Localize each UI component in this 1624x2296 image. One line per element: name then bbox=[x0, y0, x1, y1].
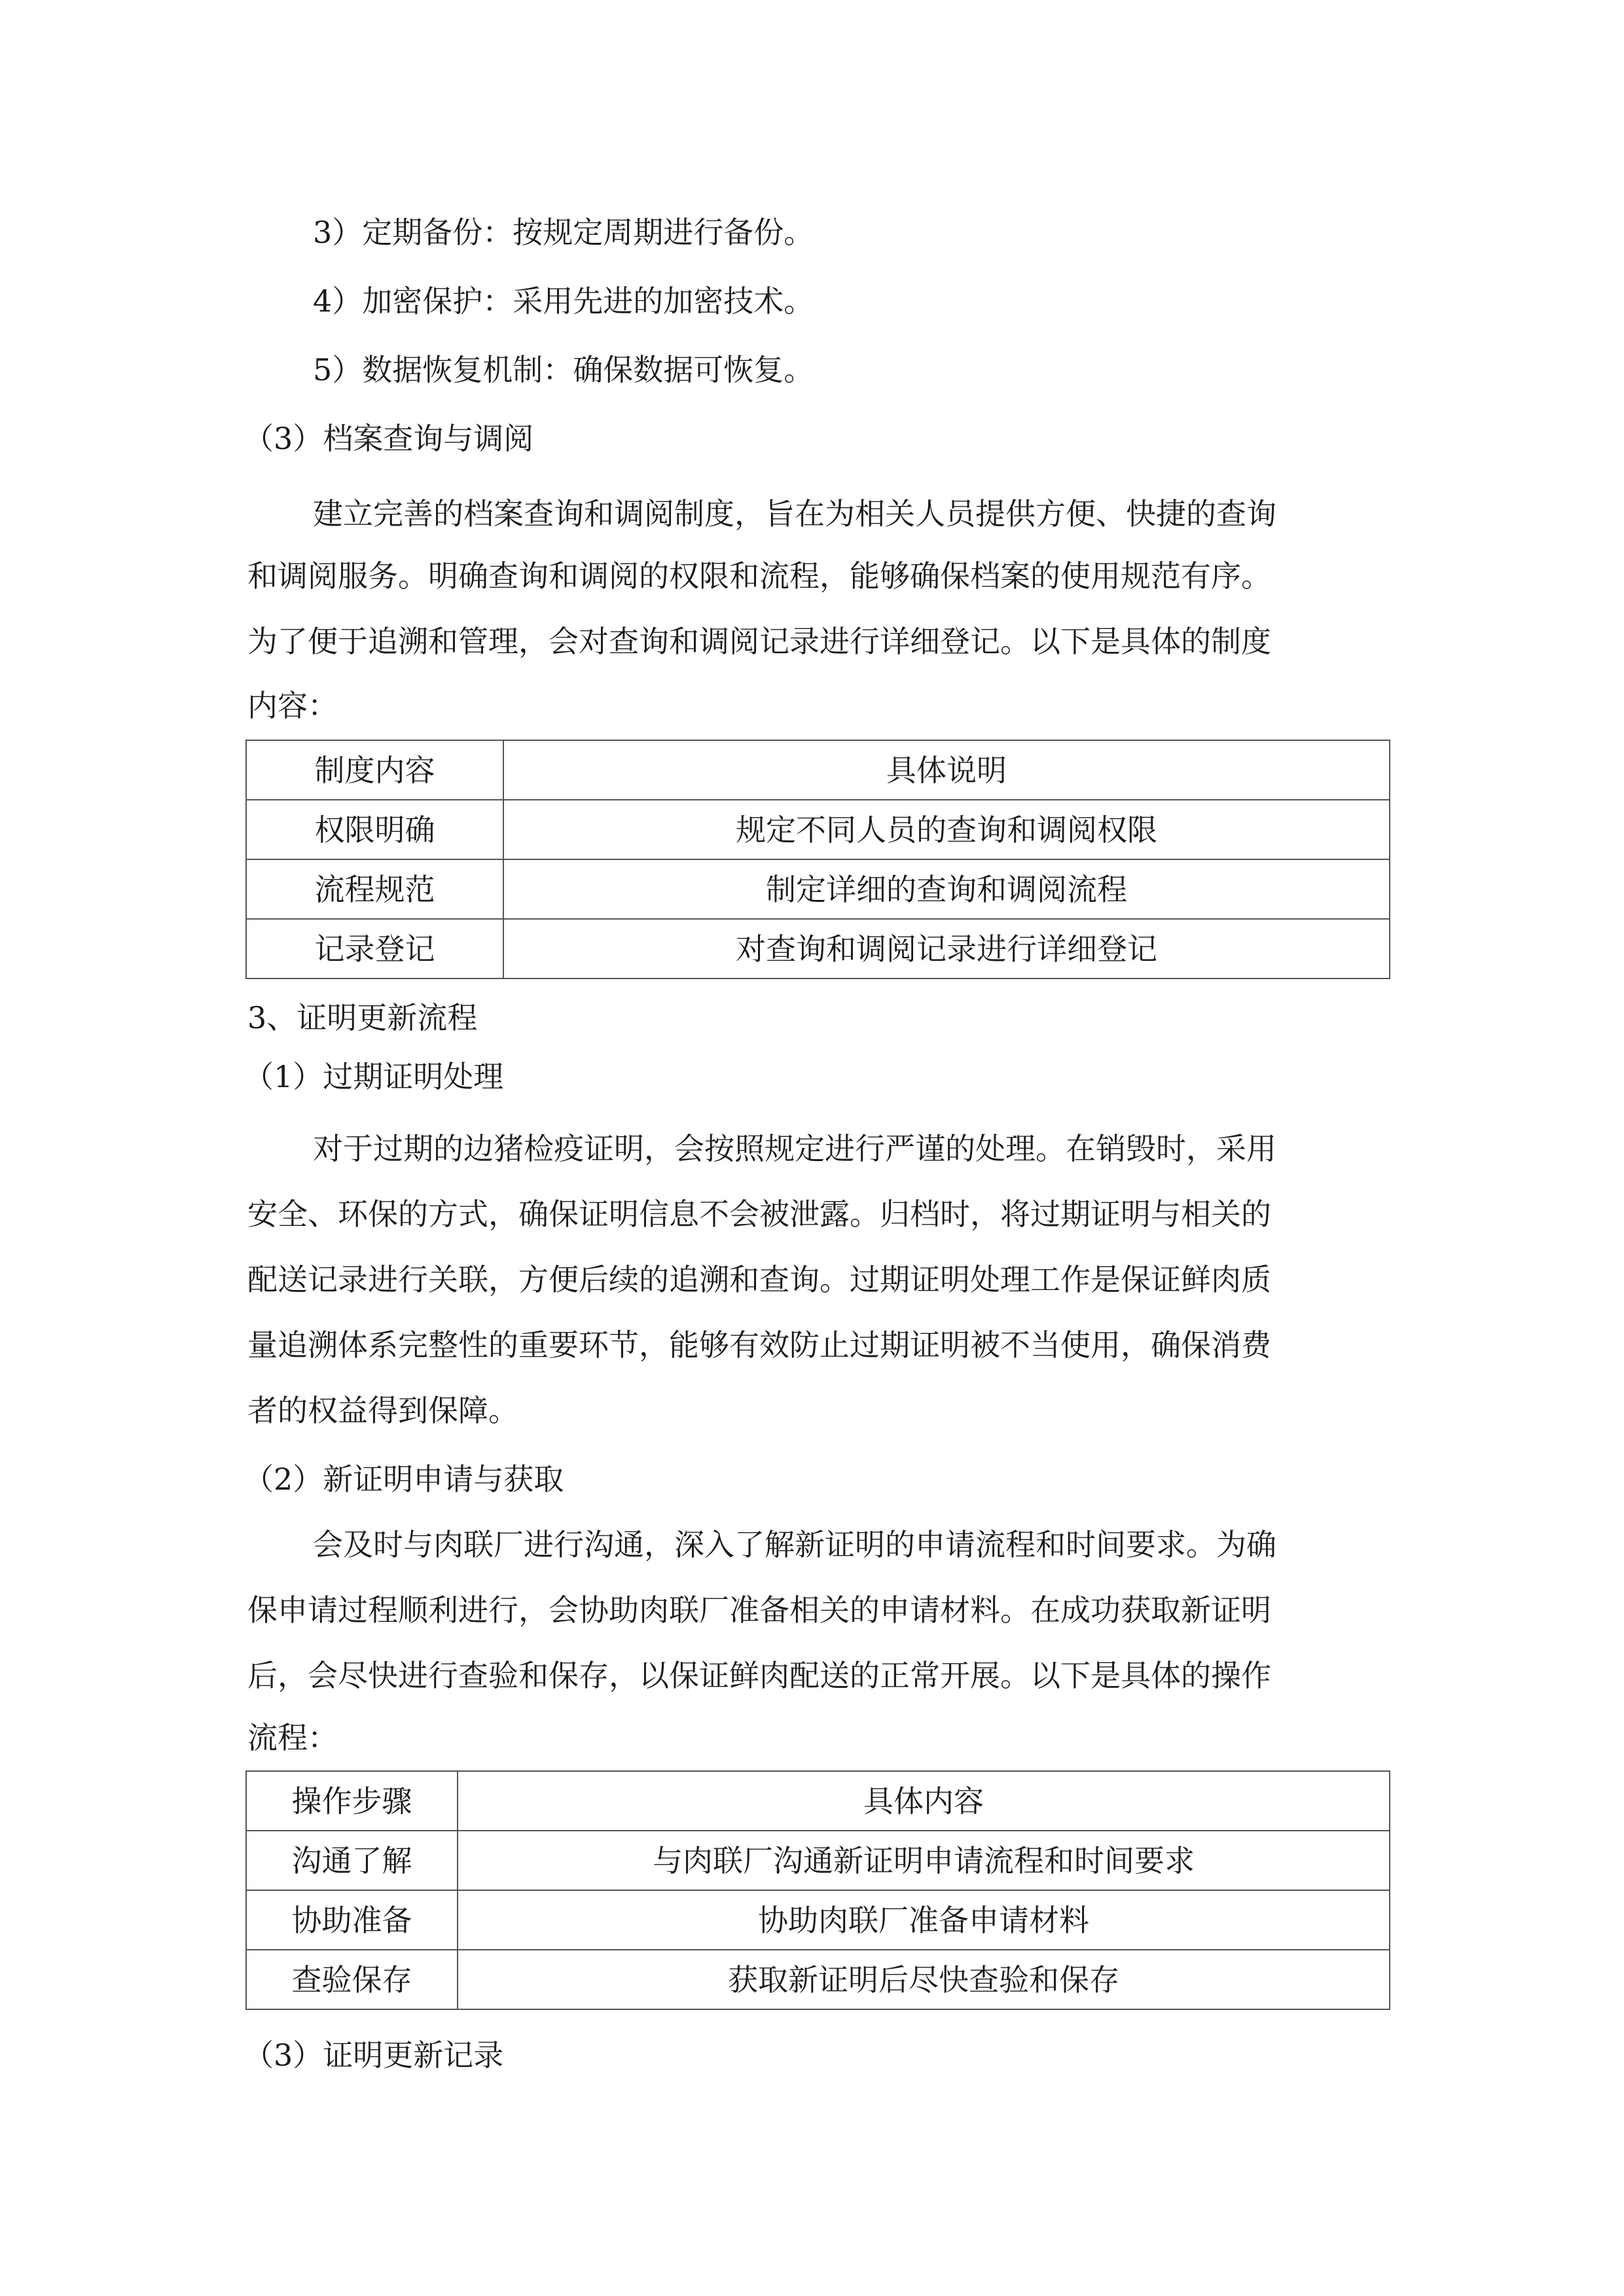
table-cell: 与肉联厂沟通新证明申请流程和时间要求 bbox=[458, 1831, 1390, 1890]
table-row bbox=[246, 1890, 1390, 1950]
table-cell: 协助准备 bbox=[246, 1890, 458, 1950]
paragraph-line: 对于过期的边猪检疫证明，会按照规定进行严谨的处理。在销毁时，采用 bbox=[313, 1131, 1276, 1166]
table-cell: 查验保存 bbox=[246, 1950, 458, 2009]
table-cell: 协助肉联厂准备申请材料 bbox=[458, 1890, 1390, 1950]
table-cell: 规定不同人员的查询和调阅权限 bbox=[503, 800, 1390, 859]
table-row bbox=[246, 1831, 1390, 1890]
table-cell: 对查询和调阅记录进行详细登记 bbox=[503, 919, 1390, 978]
policy-table bbox=[245, 740, 1390, 979]
paragraph-line: 量追溯体系完整性的重要环节，能够有效防止过期证明被不当使用，确保消费 bbox=[247, 1327, 1271, 1363]
subsection-heading: （2）新证明申请与获取 bbox=[244, 1462, 564, 1497]
table-header-row bbox=[246, 740, 1390, 800]
table-cell: 记录登记 bbox=[246, 919, 503, 978]
table-row bbox=[246, 859, 1390, 919]
subsection-heading: （3）证明更新记录 bbox=[244, 2037, 504, 2073]
table-header-cell: 制度内容 bbox=[246, 740, 503, 800]
table-header-row bbox=[246, 1771, 1390, 1831]
section-heading: （3）档案查询与调阅 bbox=[244, 421, 534, 456]
list-item: 4）加密保护：采用先进的加密技术。 bbox=[313, 283, 814, 319]
paragraph-line: 保申请过程顺利进行，会协助肉联厂准备相关的申请材料。在成功获取新证明 bbox=[247, 1592, 1271, 1628]
list-item: 5）数据恢复机制：确保数据可恢复。 bbox=[313, 352, 814, 387]
table-cell: 沟通了解 bbox=[246, 1831, 458, 1890]
table-header-cell: 具体说明 bbox=[503, 740, 1390, 800]
subsection-heading: （1）过期证明处理 bbox=[244, 1059, 504, 1094]
paragraph-line: 后，会尽快进行查验和保存，以保证鲜肉配送的正常开展。以下是具体的操作 bbox=[247, 1658, 1271, 1693]
paragraph-line: 安全、环保的方式，确保证明信息不会被泄露。归档时，将过期证明与相关的 bbox=[247, 1196, 1271, 1232]
table-cell: 获取新证明后尽快查验和保存 bbox=[458, 1950, 1390, 2009]
paragraph-line: 为了便于追溯和管理，会对查询和调阅记录进行详细登记。以下是具体的制度 bbox=[247, 624, 1271, 659]
procedure-table bbox=[245, 1770, 1390, 2010]
paragraph-line: 建立完善的档案查询和调阅制度，旨在为相关人员提供方便、快捷的查询 bbox=[313, 496, 1276, 531]
table-row bbox=[246, 1950, 1390, 2009]
paragraph-line: 配送记录进行关联，方便后续的追溯和查询。过期证明处理工作是保证鲜肉质 bbox=[247, 1262, 1271, 1297]
table-header-cell: 具体内容 bbox=[458, 1771, 1390, 1831]
table-header-cell: 操作步骤 bbox=[246, 1771, 458, 1831]
paragraph-line: 者的权益得到保障。 bbox=[247, 1393, 518, 1428]
table-cell: 权限明确 bbox=[246, 800, 503, 859]
list-item: 3）定期备份：按规定周期进行备份。 bbox=[313, 215, 814, 250]
paragraph-line: 内容： bbox=[247, 688, 338, 723]
table-row bbox=[246, 800, 1390, 859]
table-cell: 制定详细的查询和调阅流程 bbox=[503, 859, 1390, 919]
paragraph-line: 流程： bbox=[247, 1720, 338, 1755]
paragraph-line: 会及时与肉联厂进行沟通，深入了解新证明的申请流程和时间要求。为确 bbox=[313, 1527, 1276, 1562]
section-heading: 3、证明更新流程 bbox=[247, 1000, 478, 1035]
paragraph-line: 和调阅服务。明确查询和调阅的权限和流程，能够确保档案的使用规范有序。 bbox=[247, 558, 1271, 594]
table-cell: 流程规范 bbox=[246, 859, 503, 919]
table-row bbox=[246, 919, 1390, 978]
